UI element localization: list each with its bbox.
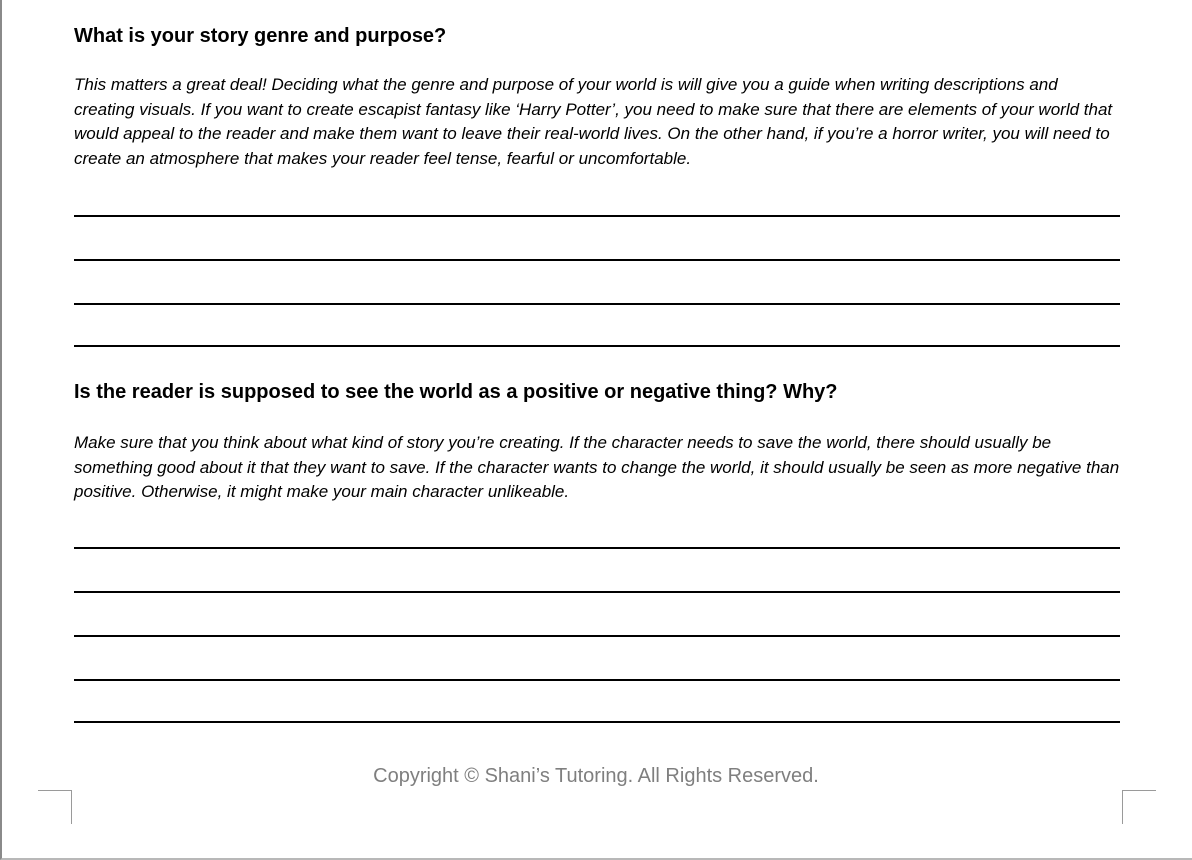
answer-line-2-2 (74, 591, 1120, 593)
crop-mark-bottom-right (1122, 790, 1156, 824)
answer-line-2-5 (74, 721, 1120, 723)
section2-paragraph: Make sure that you think about what kind of story you’re creating. If the character needs to save the world, there should usually be something good about it that they want to save. If the character wants to change the world, it should usually be seen as more negative than positive. Otherwise, it might make your main character unlikeable. (74, 433, 1120, 501)
answer-line-1-4 (74, 345, 1120, 347)
section2-heading: Is the reader is supposed to see the world as a positive or negative thing? Why? (74, 381, 838, 403)
answer-line-1-1 (74, 215, 1120, 217)
answer-line-2-1 (74, 547, 1120, 549)
answer-line-2-4 (74, 679, 1120, 681)
section1-heading: What is your story genre and purpose? (74, 25, 447, 47)
answer-line-1-3 (74, 303, 1120, 305)
crop-mark-bottom-left (38, 790, 72, 824)
section1-paragraph: This matters a great deal! Deciding what the genre and purpose of your world is will give you a guide when writing descriptions and creating visuals. If you want to create escapist fantasy like ‘Harry Potter’, you need to make sure that there are elements of your world that would appeal to the reader and make them want to leave their real-world lives. On the other hand, if you’re a horror writer, you will need to create an atmosphere that makes your reader feel tense, fearful or uncomfortable. (74, 75, 1113, 168)
answer-line-1-2 (74, 259, 1120, 261)
answer-line-2-3 (74, 635, 1120, 637)
copyright-footer: Copyright © Shani’s Tutoring. All Rights Reserved. (373, 765, 819, 787)
